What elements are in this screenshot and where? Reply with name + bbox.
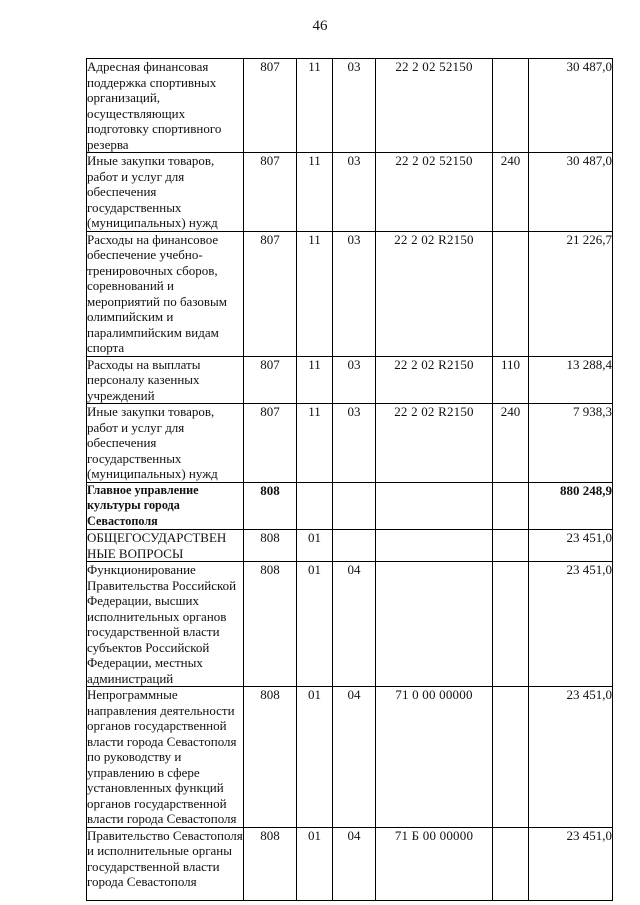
row-amount: 23 451,0 <box>529 687 613 828</box>
row-amount: 7 938,3 <box>529 404 613 483</box>
row-admin-code: 807 <box>244 59 297 153</box>
row-section-code: 11 <box>297 231 333 356</box>
row-subsection-code: 04 <box>333 687 376 828</box>
row-expense-type <box>493 530 529 562</box>
row-amount: 880 248,9 <box>529 482 613 530</box>
row-admin-code: 808 <box>244 482 297 530</box>
row-expense-type <box>493 231 529 356</box>
row-expense-type <box>493 562 529 687</box>
row-admin-code: 807 <box>244 231 297 356</box>
budget-table-body <box>87 59 613 901</box>
row-subsection-code <box>333 482 376 530</box>
row-name: Расходы на выплаты персоналу казенных учреждений <box>87 356 244 404</box>
table-row <box>87 827 613 900</box>
row-subsection-code: 03 <box>333 356 376 404</box>
row-subsection-code: 03 <box>333 153 376 232</box>
row-amount: 30 487,0 <box>529 153 613 232</box>
row-name: Адресная финансовая поддержка спортивных организаций, осуществляющих подготовку спортивного резерва <box>87 59 244 153</box>
row-target-article <box>376 530 493 562</box>
table-row <box>87 687 613 828</box>
row-section-code: 01 <box>297 530 333 562</box>
row-subsection-code <box>333 530 376 562</box>
table-row <box>87 59 613 153</box>
row-section-code: 01 <box>297 562 333 687</box>
row-section-code: 11 <box>297 59 333 153</box>
row-name: Правительство Севастополя и исполнительные органы государственной власти города Севастополя <box>87 827 244 900</box>
row-amount: 23 451,0 <box>529 562 613 687</box>
row-amount: 21 226,7 <box>529 231 613 356</box>
row-target-article: 71 Б 00 00000 <box>376 827 493 900</box>
row-section-code: 01 <box>297 687 333 828</box>
table-row <box>87 404 613 483</box>
row-admin-code: 808 <box>244 562 297 687</box>
row-subsection-code: 03 <box>333 231 376 356</box>
row-expense-type: 110 <box>493 356 529 404</box>
row-name: Непрограммные направления деятельности органов государственной власти города Севастополя по руководству и управлению в сфере установленных функций органов государственной власти города Севастополя <box>87 687 244 828</box>
budget-table <box>86 58 613 901</box>
row-section-code: 11 <box>297 153 333 232</box>
page-number: 46 <box>312 18 328 34</box>
row-admin-code: 808 <box>244 530 297 562</box>
row-amount: 23 451,0 <box>529 530 613 562</box>
table-row <box>87 231 613 356</box>
table-row <box>87 562 613 687</box>
row-amount: 13 288,4 <box>529 356 613 404</box>
row-target-article: 22 2 02 52150 <box>376 59 493 153</box>
row-amount: 23 451,0 <box>529 827 613 900</box>
table-row <box>87 356 613 404</box>
row-admin-code: 807 <box>244 153 297 232</box>
row-target-article: 22 2 02 52150 <box>376 153 493 232</box>
row-subsection-code: 04 <box>333 827 376 900</box>
row-section-code: 11 <box>297 356 333 404</box>
row-target-article: 22 2 02 R2150 <box>376 404 493 483</box>
row-target-article: 22 2 02 R2150 <box>376 356 493 404</box>
row-name: Расходы на финансовое обеспечение учебно-тренировочных сборов, соревнований и мероприятий по базовым олимпийским и паралимпийским видам спорта <box>87 231 244 356</box>
row-name: ОБЩЕГОСУДАРСТВЕН НЫЕ ВОПРОСЫ <box>87 530 244 562</box>
row-expense-type <box>493 827 529 900</box>
row-section-code <box>297 482 333 530</box>
row-section-code: 01 <box>297 827 333 900</box>
row-expense-type <box>493 687 529 828</box>
row-subsection-code: 04 <box>333 562 376 687</box>
row-amount: 30 487,0 <box>529 59 613 153</box>
row-name: Главное управление культуры города Севастополя <box>87 482 244 530</box>
row-admin-code: 808 <box>244 827 297 900</box>
row-expense-type <box>493 482 529 530</box>
table-row <box>87 153 613 232</box>
row-name: Функционирование Правительства Российской Федерации, высших исполнительных органов государственной власти субъектов Российской Федерации, местных администраций <box>87 562 244 687</box>
row-name: Иные закупки товаров, работ и услуг для обеспечения государственных (муниципальных) нужд <box>87 404 244 483</box>
table-row <box>87 482 613 530</box>
row-admin-code: 807 <box>244 356 297 404</box>
row-target-article: 22 2 02 R2150 <box>376 231 493 356</box>
table-row <box>87 530 613 562</box>
row-subsection-code: 03 <box>333 404 376 483</box>
row-expense-type: 240 <box>493 404 529 483</box>
row-target-article <box>376 562 493 687</box>
row-name: Иные закупки товаров, работ и услуг для обеспечения государственных (муниципальных) нужд <box>87 153 244 232</box>
row-subsection-code: 03 <box>333 59 376 153</box>
row-expense-type <box>493 59 529 153</box>
row-admin-code: 808 <box>244 687 297 828</box>
row-target-article: 71 0 00 00000 <box>376 687 493 828</box>
row-admin-code: 807 <box>244 404 297 483</box>
row-expense-type: 240 <box>493 153 529 232</box>
row-target-article <box>376 482 493 530</box>
row-section-code: 11 <box>297 404 333 483</box>
